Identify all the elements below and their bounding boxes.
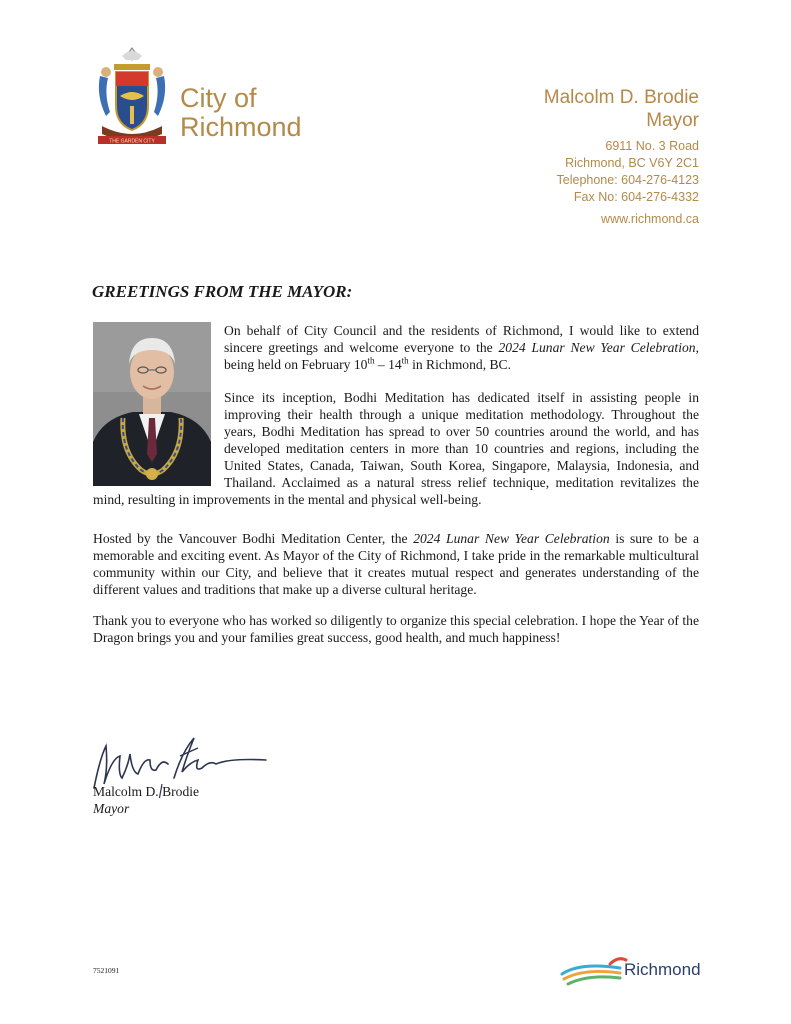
mayor-title: Mayor [646,110,699,131]
signatory-title: Mayor [93,801,130,816]
paragraph-3: Hosted by the Vancouver Bodhi Meditation Center, the 2024 Lunar New Year Celebration is sure to be a memorable and exciting event. As Mayor of the City of Richmond, I take pride in the remarkable multicultural community within our City, and believe that it creates mutual respect and generates understanding of the different values and traditions that make up a diverse cultural heritage. [93,531,699,597]
crest-motto: THE GARDEN CITY [109,138,155,145]
website-link[interactable]: www.richmond.ca [601,212,699,226]
event-name: 2024 Lunar New Year Celebration [498,340,696,355]
paragraph-1: On behalf of City Council and the residents of Richmond, I would like to extend sincere greetings and welcome everyone to the 2024 Lunar New Year Celebration, being held on February 10th – 14th in Richmond, BC. [224,323,699,372]
letter-heading: GREETINGS FROM THE MAYOR: [92,282,353,301]
paragraph-4: Thank you to everyone who has worked so diligently to organize this special celebration. I hope the Year of the Dragon brings you and your families great success, good health, and much happiness! [93,613,699,645]
city-name-line1: City of [180,83,257,113]
city-crest-logo [92,46,172,152]
document-number: 7521091 [93,966,120,975]
letter-body [93,322,699,660]
mayor-contact-block [544,86,699,228]
event-name: 2024 Lunar New Year Celebration [413,531,610,546]
signatory-name: Malcolm D. Brodie [93,784,200,799]
paragraph-2: Since its inception, Bodhi Meditation has dedicated itself in assisting people in improving their health through a unique meditation methodology. Throughout the years, Bodhi Meditation has spread to over 50 countries around the world, and has developed meditation centers in more than 10 countries and regions, including the United States, Canada, Taiwan, South Korea, Singapore, Malaysia, Indonesia, and Thailand. Acclaimed as a natural stress relief technique, meditation revitalizes the mind, resulting in improvements in the mental and physical well-being. [93,390,699,507]
address-line2: Richmond, BC V6Y 2C1 [565,156,699,170]
telephone: Telephone: 604-276-4123 [556,173,699,187]
mayor-name: Malcolm D. Brodie [543,87,699,108]
city-name-line2: Richmond [180,112,302,142]
city-name [180,84,302,142]
address-line1: 6911 No. 3 Road [605,139,699,153]
footer-logo-text: Richmond [624,960,701,979]
fax: Fax No: 604-276-4332 [573,190,699,204]
